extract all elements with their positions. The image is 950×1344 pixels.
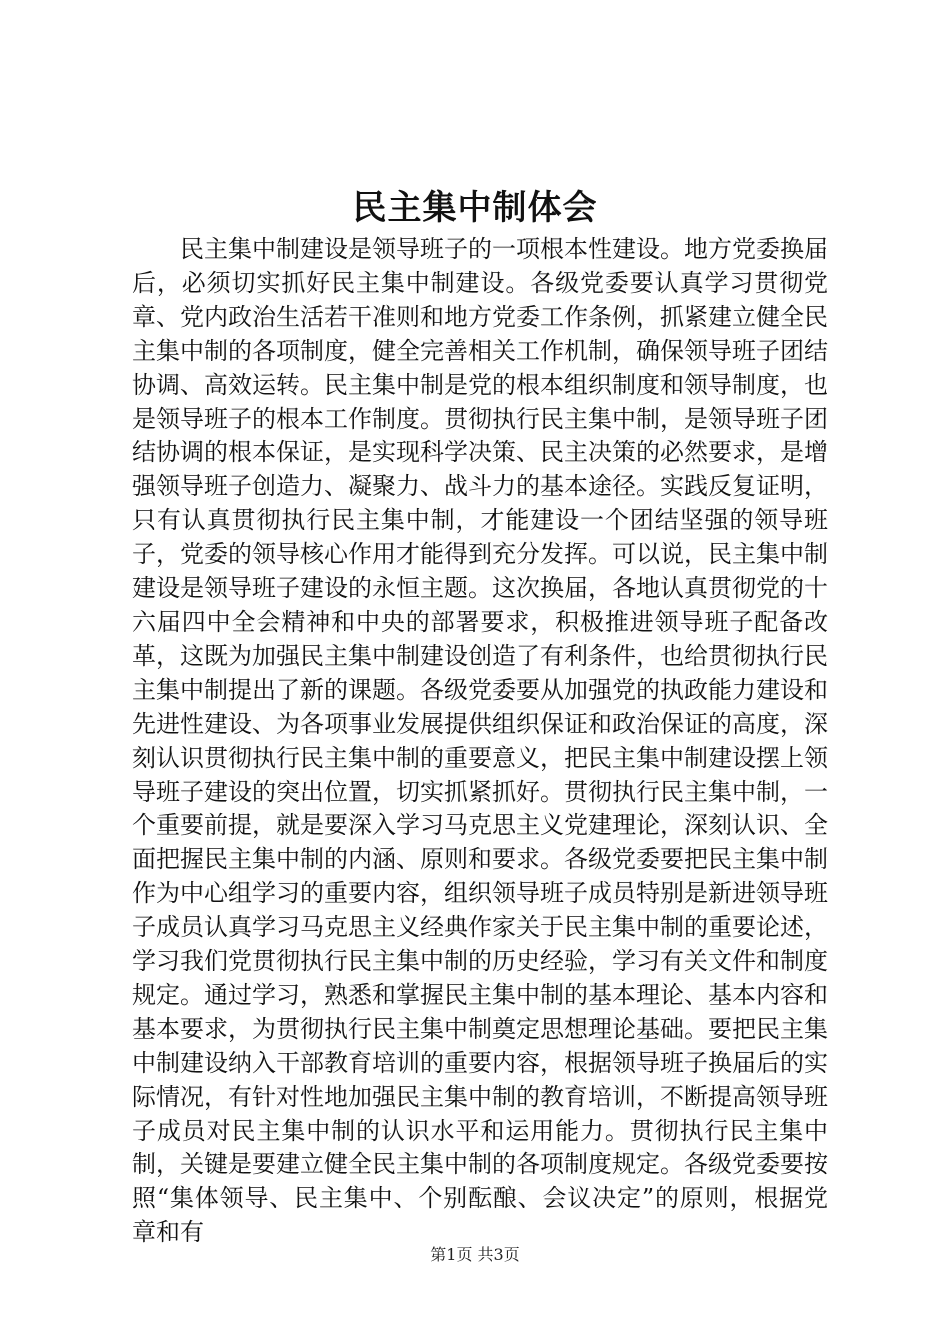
document-title: 民主集中制体会 bbox=[352, 188, 598, 228]
page-footer: 第1页 共3页 bbox=[430, 1245, 520, 1264]
document-body-paragraph: 民主集中制建设是领导班子的一项根本性建设。地方党委换届后，必须切实抓好民主集中制建设。各级党委要认真学习贯彻党章、党内政治生活若干准则和地方党委工作条例，抓紧建立健全民主集中制的各项制度，健全完善相关工作机制，确保领导班子团结协调、高效运转。民主集中制是党的根本组织制度和领导制度，也是领导班子的根本工作制度。贯彻执行民主集中制，是领导班子团结协调的根本保证，是实现科学决策、民主决策的必然要求，是增强领导班子创造力、凝聚力、战斗力的基本途径。实践反复证明，只有认真贯彻执行民主集中制，才能建设一个团结坚强的领导班子，党委的领导核心作用才能得到充分发挥。可以说，民主集中制建设是领导班子建设的永恒主题。这次换届，各地认真贯彻党的十六届四中全会精神和中央的部署要求，积极推进领导班子配备改革，这既为加强民主集中制建设创造了有利条件，也给贯彻执行民主集中制提出了新的课题。各级党委要从加强党的执政能力建设和先进性建设、为各项事业发展提供组织保证和政治保证的高度，深刻认识贯彻执行民主集中制的重要意义，把民主集中制建设摆上领导班子建设的突出位置，切实抓紧抓好。贯彻执行民主集中制，一个重要前提，就是要深入学习马克思主义党建理论，深刻认识、全面把握民主集中制的内涵、原则和要求。各级党委要把民主集中制作为中心组学习的重要内容，组织领导班子成员特别是新进领导班子成员认真学习马克思主义经典作家关于民主集中制的重要论述，学习我们党贯彻执行民主集中制的历史经验，学习有关文件和制度规定。通过学习，熟悉和掌握民主集中制的基本理论、基本内容和基本要求，为贯彻执行民主集中制奠定思想理论基础。要把民主集中制建设纳入干部教育培训的重要内容，根据领导班子换届后的实际情况，有针对性地加强民主集中制的教育培训，不断提高领导班子成员对民主集中制的认识水平和运用能力。贯彻执行民主集中制，关键是要建立健全民主集中制的各项制度规定。各级党委要按照“集体领导、民主集中、个别酝酿、会议决定”的原则，根据党章和有 bbox=[132, 235, 828, 1247]
